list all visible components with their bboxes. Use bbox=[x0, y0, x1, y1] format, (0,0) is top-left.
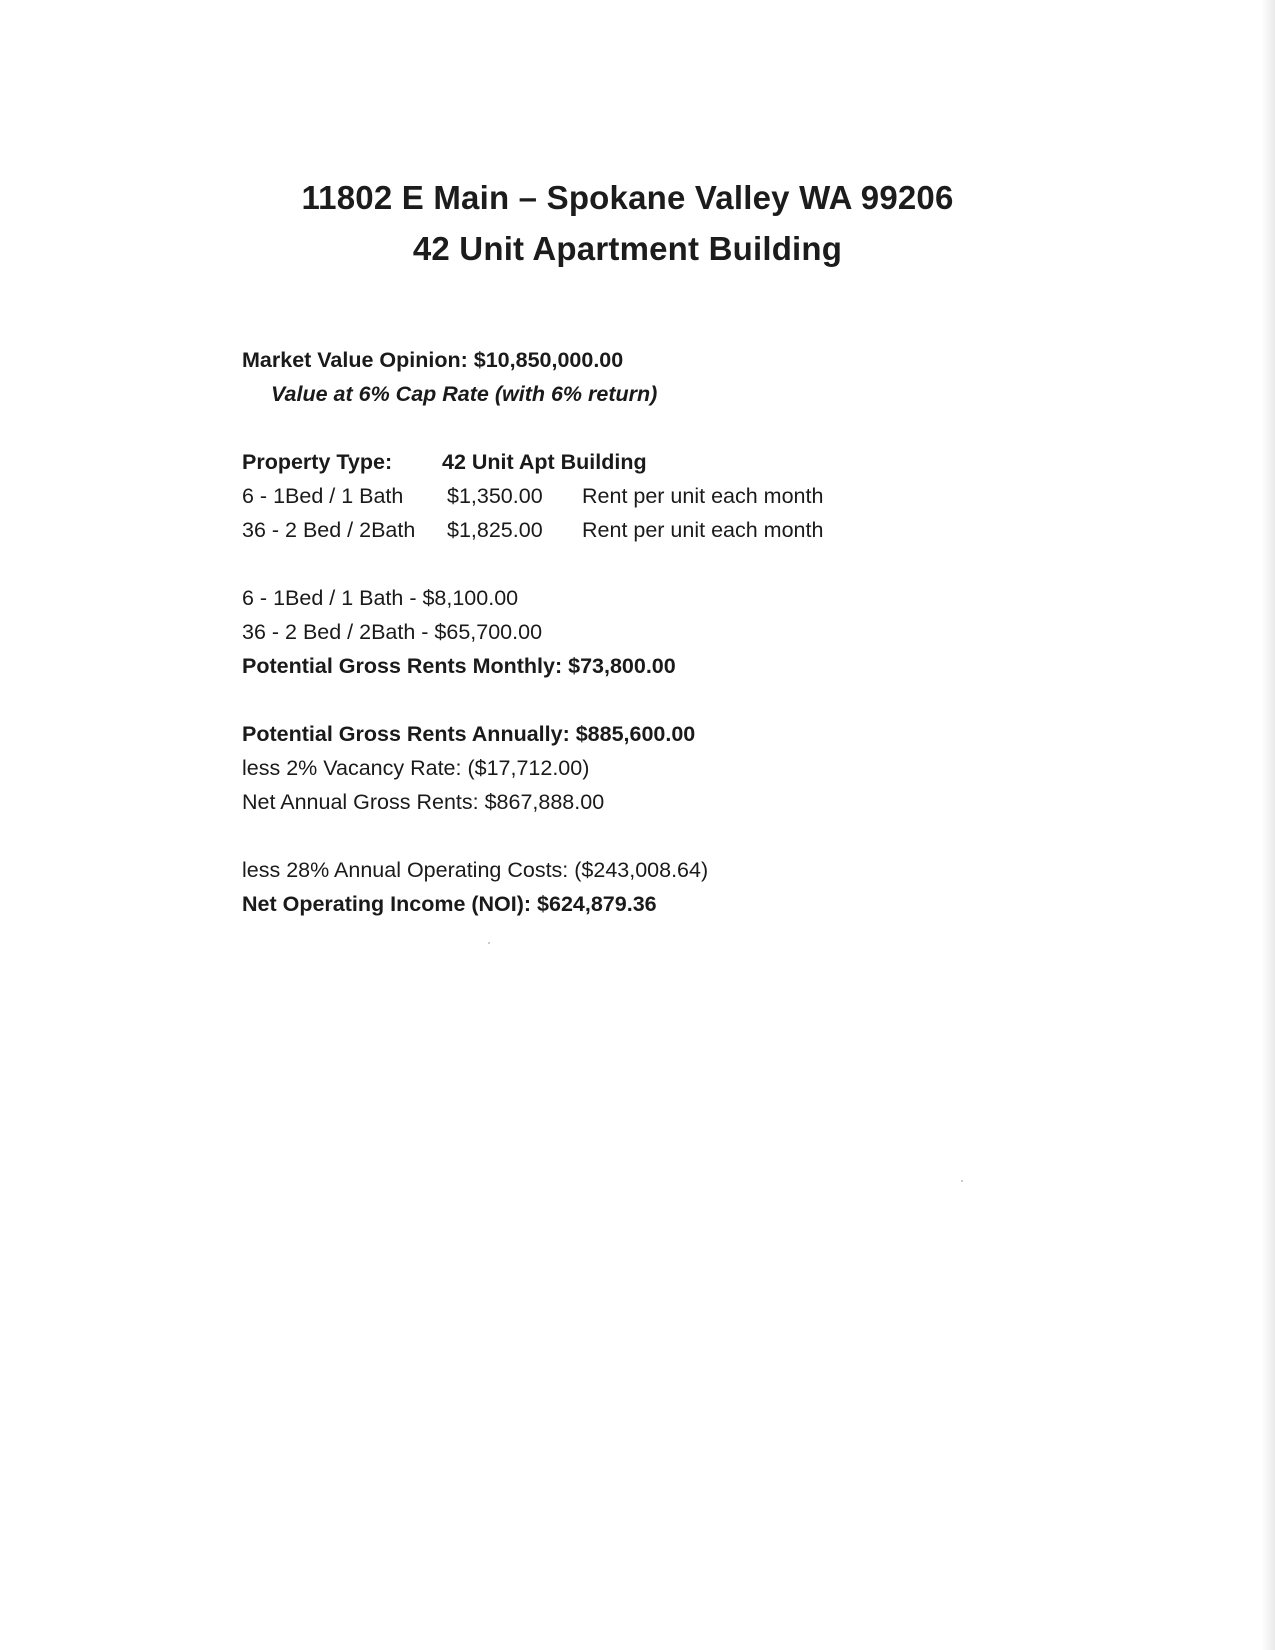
spacer bbox=[242, 547, 1142, 581]
potential-gross-annually: Potential Gross Rents Annually: $885,600.00 bbox=[242, 722, 696, 746]
unit-rent-note: Rent per unit each month bbox=[582, 484, 824, 508]
unit-row bbox=[242, 479, 1142, 513]
property-type-label: Property Type: bbox=[242, 450, 393, 474]
monthly-2bed-total: 36 - 2 Bed / 2Bath - $65,700.00 bbox=[242, 620, 543, 644]
monthly-1bed-total: 6 - 1Bed / 1 Bath - $8,100.00 bbox=[242, 586, 519, 610]
property-type-value: 42 Unit Apt Building bbox=[442, 450, 647, 474]
title-address: 11802 E Main – Spokane Valley WA 99206 bbox=[301, 179, 954, 216]
document-body bbox=[242, 343, 1142, 921]
unit-label: 36 - 2 Bed / 2Bath bbox=[242, 518, 416, 542]
scan-speck bbox=[961, 1180, 963, 1182]
document-title bbox=[0, 172, 1255, 274]
operating-costs: less 28% Annual Operating Costs: ($243,008.64) bbox=[242, 858, 709, 882]
cap-rate-note: Value at 6% Cap Rate (with 6% return) bbox=[271, 382, 658, 406]
unit-rent-note: Rent per unit each month bbox=[582, 518, 824, 542]
spacer bbox=[242, 819, 1142, 853]
unit-label: 6 - 1Bed / 1 Bath bbox=[242, 484, 404, 508]
potential-gross-monthly: Potential Gross Rents Monthly: $73,800.00 bbox=[242, 654, 676, 678]
title-building-type: 42 Unit Apartment Building bbox=[412, 230, 843, 267]
spacer bbox=[242, 683, 1142, 717]
scan-speck bbox=[488, 942, 490, 944]
property-type-row bbox=[242, 445, 1142, 479]
unit-row bbox=[242, 513, 1142, 547]
page-edge-shadow bbox=[1261, 0, 1275, 1650]
unit-rent: $1,350.00 bbox=[447, 484, 543, 508]
unit-rent: $1,825.00 bbox=[447, 518, 543, 542]
spacer bbox=[242, 411, 1142, 445]
net-operating-income: Net Operating Income (NOI): $624,879.36 bbox=[242, 892, 657, 916]
vacancy-deduction: less 2% Vacancy Rate: ($17,712.00) bbox=[242, 756, 590, 780]
market-value-opinion: Market Value Opinion: $10,850,000.00 bbox=[242, 348, 624, 372]
net-annual-gross-rents: Net Annual Gross Rents: $867,888.00 bbox=[242, 790, 605, 814]
